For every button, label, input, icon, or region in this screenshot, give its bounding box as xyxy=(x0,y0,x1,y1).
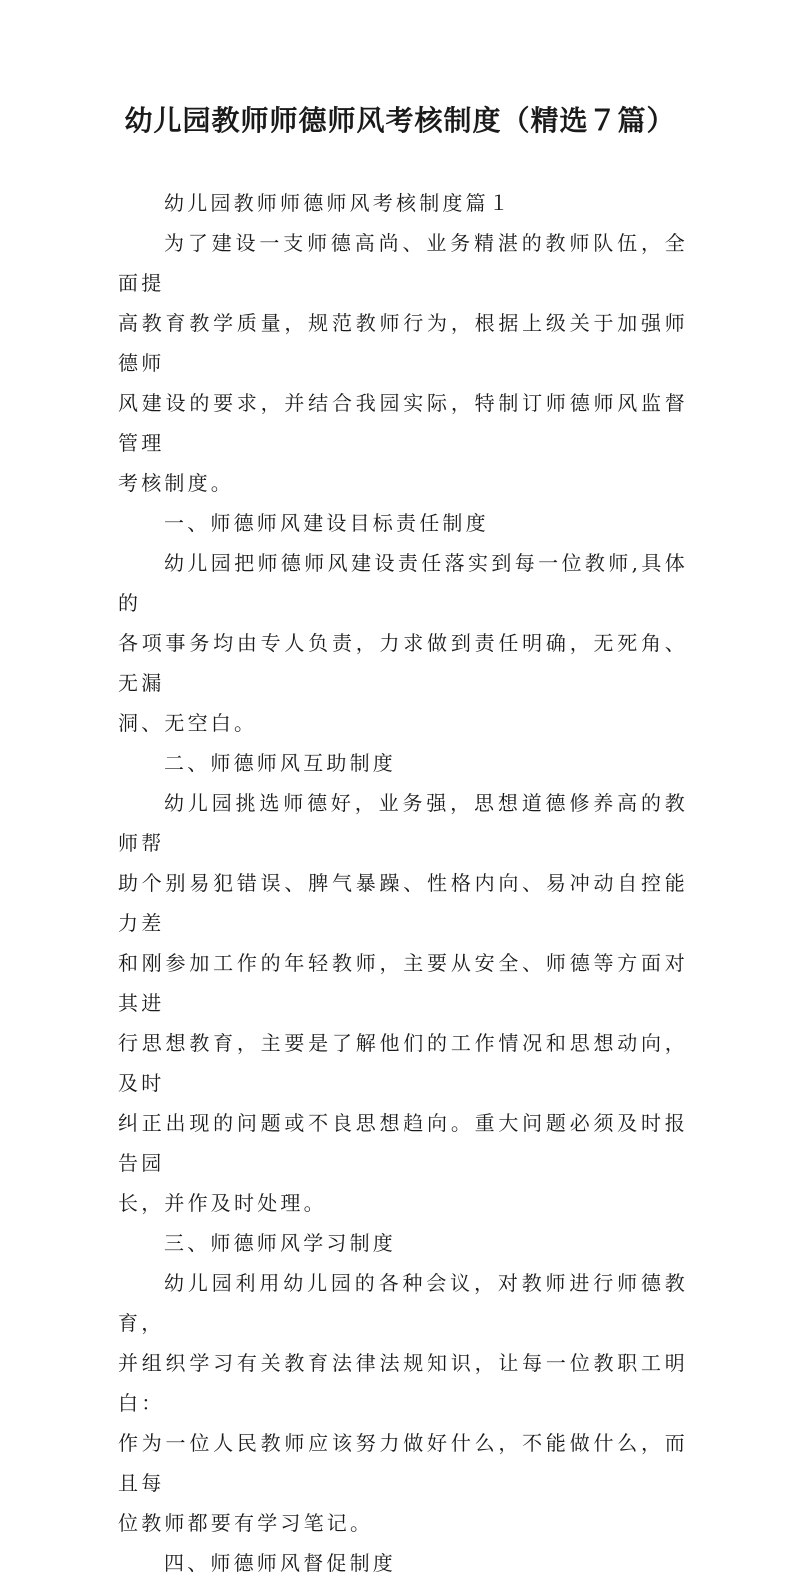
document-title: 幼儿园教师师德师风考核制度（精选７篇） xyxy=(124,104,676,137)
paragraph-line: 长，并作及时处理。 xyxy=(118,1191,327,1215)
paragraph-line: 位教师都要有学习笔记。 xyxy=(118,1511,374,1535)
heading-4: 四、师德师风督促制度 xyxy=(164,1551,396,1575)
paragraph-line: 幼儿园挑选师德好，业务强，思想道德修养高的教师帮 xyxy=(118,791,688,855)
paragraph-line: 纠正出现的问题或不良思想趋向。重大问题必须及时报告园 xyxy=(118,1111,688,1175)
paragraph-line: 助个别易犯错误、脾气暴躁、性格内向、易冲动自控能力差 xyxy=(118,871,688,935)
heading-2: 二、师德师风互助制度 xyxy=(164,751,396,775)
paragraph-line: 洞、无空白。 xyxy=(118,711,258,735)
paragraph-1 xyxy=(118,543,688,743)
paragraph-line: 幼儿园把师德师风建设责任落实到每一位教师,具体的 xyxy=(118,551,688,615)
intro-line: 风建设的要求，并结合我园实际，特制订师德师风监督管理 xyxy=(118,391,688,455)
heading-1: 一、师德师风建设目标责任制度 xyxy=(164,511,489,535)
paragraph-line: 幼儿园利用幼儿园的各种会议，对教师进行师德教育， xyxy=(118,1271,688,1335)
document-body xyxy=(118,183,688,1583)
paragraph-line: 并组织学习有关教育法律法规知识，让每一位教职工明白： xyxy=(118,1351,688,1415)
intro-line: 高教育教学质量，规范教师行为，根据上级关于加强师德师 xyxy=(118,311,688,375)
intro-line: 为了建设一支师德高尚、业务精湛的教师队伍，全面提 xyxy=(118,231,688,295)
paragraph-line: 各项事务均由专人负责，力求做到责任明确，无死角、无漏 xyxy=(118,631,688,695)
paragraph-2 xyxy=(118,783,688,1223)
heading-3: 三、师德师风学习制度 xyxy=(164,1231,396,1255)
section-title: 幼儿园教师师德师风考核制度篇１ xyxy=(164,191,512,215)
paragraph-3 xyxy=(118,1263,688,1543)
paragraph-line: 作为一位人民教师应该努力做好什么，不能做什么，而且每 xyxy=(118,1431,688,1495)
intro-line: 考核制度。 xyxy=(118,471,234,495)
paragraph-line: 和刚参加工作的年轻教师，主要从安全、师德等方面对其进 xyxy=(118,951,688,1015)
paragraph-line: 行思想教育，主要是了解他们的工作情况和思想动向，及时 xyxy=(118,1031,688,1095)
intro-paragraph xyxy=(118,223,688,503)
